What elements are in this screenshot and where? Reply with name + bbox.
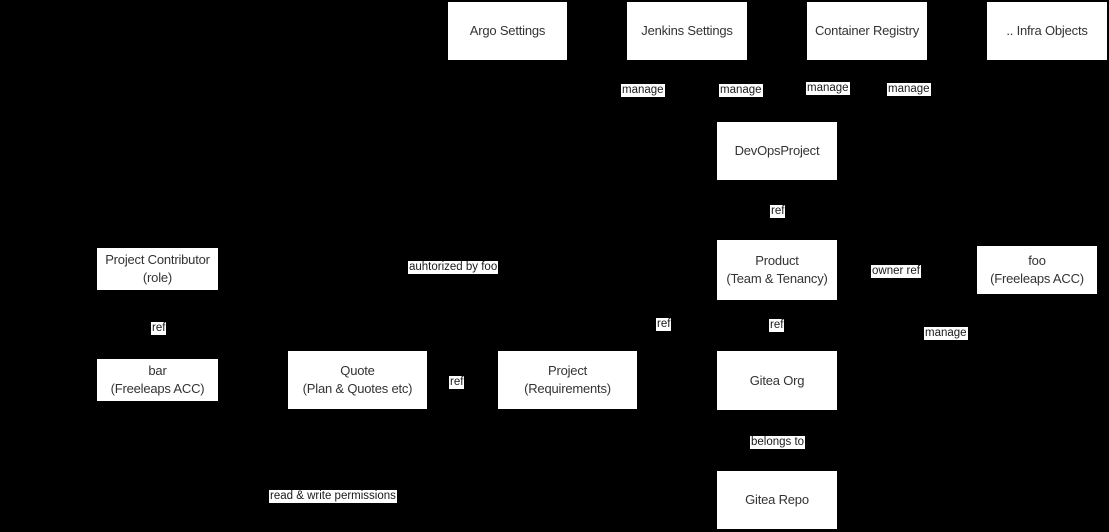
node-label: bar [148,363,167,378]
node-jenkins-settings [627,2,747,60]
edge-label-ref-devops-product: ref [771,205,785,217]
node-gitea-repo [717,471,837,529]
edge-label-manage-foo-gitea: manage [925,327,967,339]
node-label: Project [547,363,588,378]
node-project-contributor [97,248,218,290]
node-gitea-org [717,351,837,410]
edge-label-manage-argo: manage [622,84,664,96]
node-argo-settings [448,2,567,60]
node-label: .. Infra Objects [1006,23,1088,38]
node-label: (role) [142,270,173,285]
edge-label-ref-project-product: ref [657,318,671,330]
node-foo-freeleaps-acc [977,246,1097,294]
edge-label-belongs-to: belongs to [751,436,805,448]
node-product [717,240,837,300]
node-label: Gitea Repo [745,492,809,507]
edge-label-owner-ref: owner ref [872,265,920,277]
node-label: Quote [340,363,375,378]
node-label: (Team & Tenancy) [726,271,828,286]
node-label: DevOpsProject [734,143,820,158]
node-label: (Plan & Quotes etc) [302,381,413,396]
node-label: Product [755,253,799,268]
node-quote [288,351,427,409]
node-label: Jenkins Settings [641,23,733,38]
node-label: Container Registry [814,23,920,38]
edge-label-manage-registry: manage [807,82,849,94]
edge-label-ref-quote-project: ref [450,376,464,388]
node-label: (Freeleaps ACC) [110,381,205,396]
node-label: Gitea Org [749,372,805,388]
node-container-registry [807,2,927,60]
node-project [498,351,637,409]
node-label: foo [1028,253,1046,268]
edge-label-read-write-permissions: read & write permissions [270,490,396,502]
node-label: (Requirements) [524,381,611,396]
node-infra-objects [987,2,1107,60]
edge-label-authorized-by-foo: auhtorized by foo [409,261,498,273]
edge-label-ref-contributor-bar: ref [152,322,166,334]
node-label: Project Contributor [105,252,210,267]
node-devops-project [717,122,837,180]
edge-label-manage-jenkins: manage [720,84,762,96]
node-label: (Freeleaps ACC) [990,271,1084,286]
edge-label-manage-infra: manage [888,83,930,95]
node-label: Argo Settings [469,23,546,38]
edge-label-ref-product-gitea-org: ref [770,319,784,331]
node-bar-freeleaps-acc [97,359,218,401]
